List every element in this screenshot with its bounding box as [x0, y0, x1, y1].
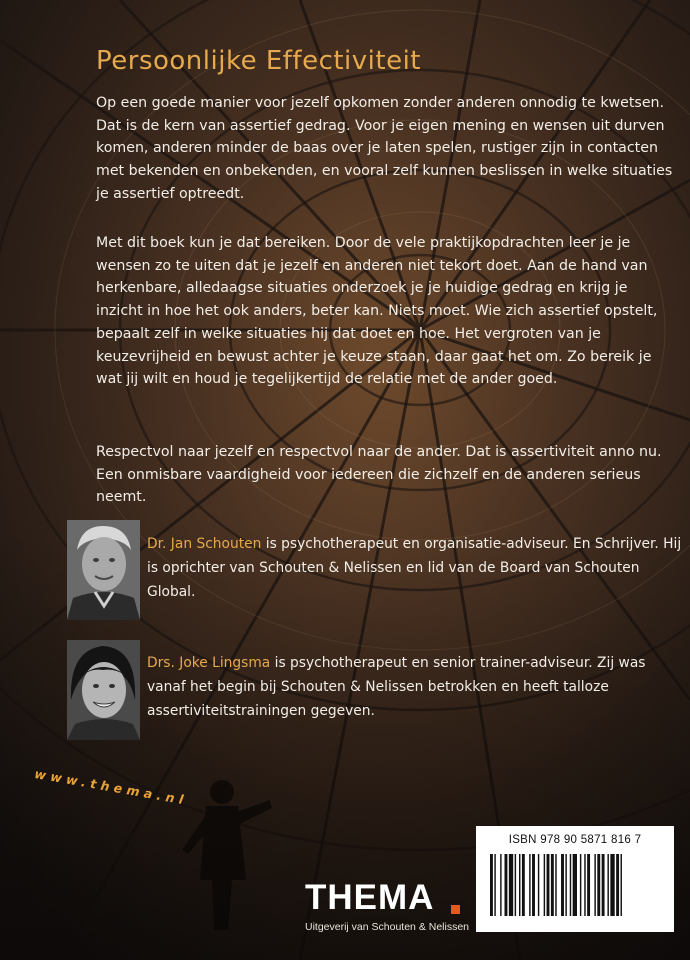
- book-series-title: Persoonlijke Effectiviteit: [96, 46, 421, 76]
- description-paragraph-2: Met dit boek kun je dat bereiken. Door de vele praktijkopdrachten leer je je wensen zo te uiten dat je jezelf en anderen niet tekort doet. Aan de hand van herkenbare, alledaagse situaties onderzoek je je huidige gedrag en krijg je inzicht in hoe het ook anders, beter kan. Niets moet. Wie zich assertief opstelt, bepaalt zelf in welke situaties hij dat doet en hoe. Het vergroten van je keuzevrijheid en bewust achter je keuze staan, daar gaat het om. Zo bereik je wat jij wilt en houd je tegelijkertijd de relatie met de ander goed.: [96, 235, 658, 388]
- isbn-number: ISBN 978 90 5871 816 7: [508, 834, 642, 846]
- author-name-jan-schouten: Dr. Jan Schouten: [147, 536, 262, 552]
- author-photo-joke-lingsma: [67, 640, 140, 740]
- author-name-joke-lingsma: Drs. Joke Lingsma: [147, 655, 271, 671]
- author-bio-text: is psychotherapeut en senior trainer-adviseur. Zij was vanaf het begin bij Schouten & Nelissen betrokken en heeft talloze assertiviteitstrainingen gegeven.: [147, 655, 646, 719]
- description-paragraph-3: Respectvol naar jezelf en respectvol naar de ander. Dat is assertiviteit anno nu. Een onmisbare vaardigheid voor iedereen die zichzelf en de anderen serieus neemt.: [96, 444, 662, 506]
- description-paragraph-1: Op een goede manier voor jezelf opkomen zonder anderen onnodig te kwetsen. Dat is de kern van assertief gedrag. Voor je eigen mening en wensen uit durven komen, anderen minder de baas over je laten spelen, rustiger zijn in contacten met bekenden en onbekenden, en vooral zelf kunnen beslissen in welke situaties je assertief optreedt.: [96, 95, 673, 202]
- author-bio-jan-schouten: [147, 532, 682, 604]
- isbn-barcode-box: [476, 826, 674, 932]
- publisher-subtitle: Uitgeverij van Schouten & Nelissen: [305, 921, 470, 933]
- website-url[interactable]: www.thema.nl: [33, 766, 189, 808]
- publisher-logo: THEMA: [305, 878, 435, 917]
- logo-dot-icon: [451, 905, 460, 914]
- author-photo-jan-schouten: [67, 520, 140, 620]
- author-bio-text: is psychotherapeut en organisatie-adviseur. En Schrijver. Hij is oprichter van Schouten & Nelissen en lid van de Board van Schouten Global.: [147, 536, 682, 600]
- author-bio-joke-lingsma: [147, 651, 682, 723]
- barcode-icon: [484, 852, 666, 926]
